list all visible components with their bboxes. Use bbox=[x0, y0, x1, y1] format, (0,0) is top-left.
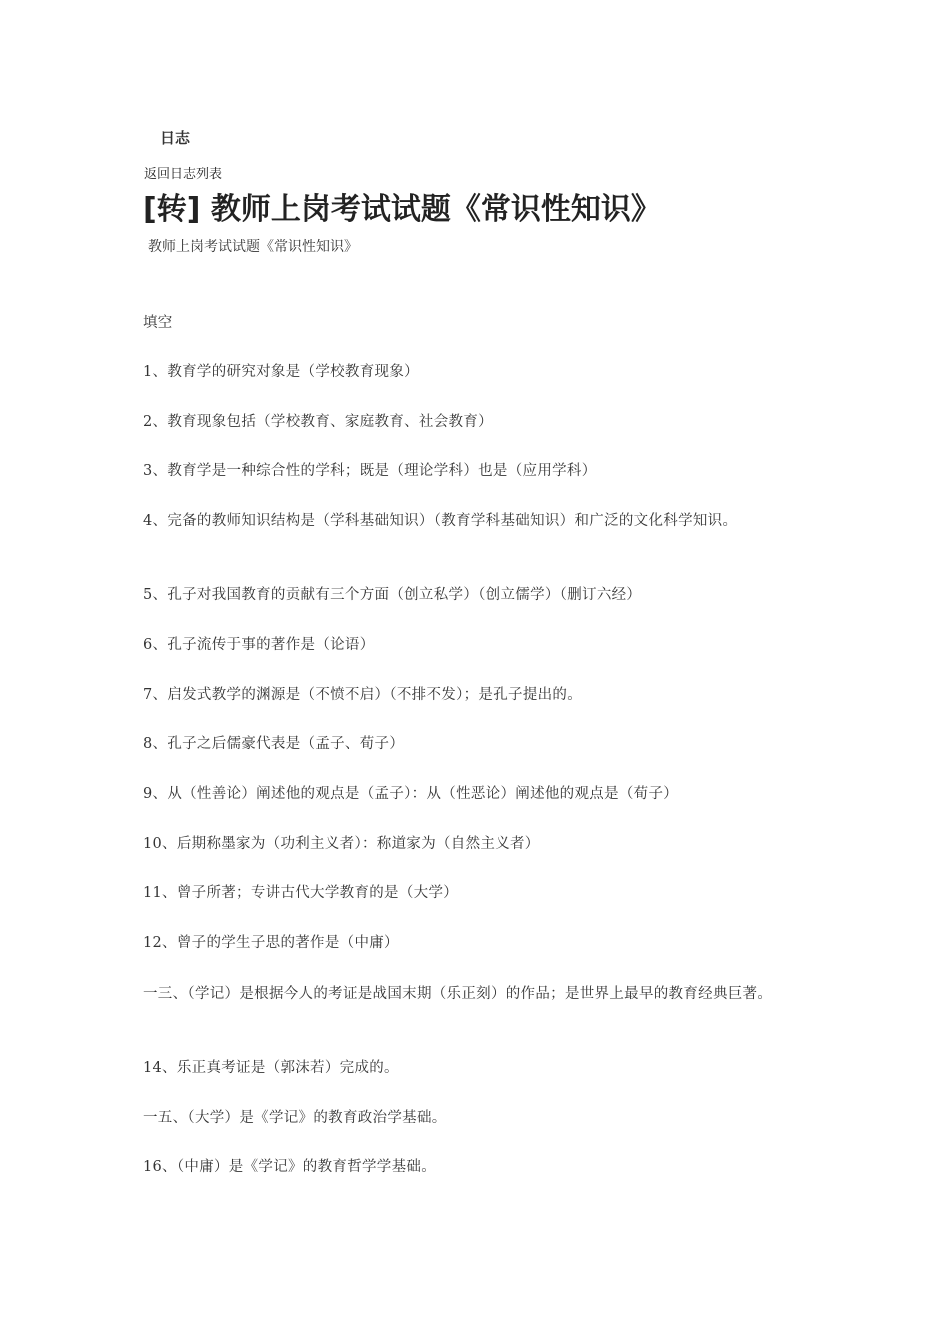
paragraph: 8、孔子之后儒豪代表是（孟子、荀子） bbox=[143, 736, 405, 752]
paragraph: 16、（中庸）是《学记》的教育哲学学基础。 bbox=[143, 1159, 436, 1175]
paragraph: 一五、（大学）是《学记》的教育政治学基础。 bbox=[143, 1110, 447, 1126]
paragraph: 填空 bbox=[143, 315, 173, 331]
paragraph: 1、教育学的研究对象是（学校教育现象） bbox=[143, 364, 419, 380]
page-title: [转] 教师上岗考试试题《常识性知识》 bbox=[143, 192, 661, 227]
paragraph: 2、教育现象包括（学校教育、家庭教育、社会教育） bbox=[143, 414, 493, 430]
section-label: 日志 bbox=[160, 129, 191, 147]
paragraph: 6、孔子流传于事的著作是（论语） bbox=[143, 637, 375, 653]
paragraph: 3、教育学是一种综合性的学科；既是（理论学科）也是（应用学科） bbox=[143, 463, 597, 479]
paragraph: 12、曾子的学生子思的著作是（中庸） bbox=[143, 935, 399, 951]
paragraph: 9、从（性善论）阐述他的观点是（孟子）：从（性恶论）阐述他的观点是（荀子） bbox=[143, 786, 679, 802]
paragraph: 4、完备的教师知识结构是（学科基础知识）（教育学科基础知识）和广泛的文化科学知识。 bbox=[143, 513, 738, 529]
paragraph: 5、孔子对我国教育的贡献有三个方面（创立私学）（创立儒学）（删订六经） bbox=[143, 587, 642, 603]
paragraph: 一三、（学记）是根据今人的考证是战国末期（乐正刻）的作品；是世界上最早的教育经典巨著。 bbox=[143, 986, 773, 1002]
paragraph: 14、乐正真考证是（郭沫若）完成的。 bbox=[143, 1060, 399, 1076]
article-subtitle: 教师上岗考试试题《常识性知识》 bbox=[148, 239, 358, 255]
paragraph: 10、后期称墨家为（功利主义者）：称道家为（自然主义者） bbox=[143, 836, 540, 852]
paragraph: 7、启发式教学的渊源是（不愤不启）（不排不发）；是孔子提出的。 bbox=[143, 687, 583, 703]
paragraph: 11、曾子所著；专讲古代大学教育的是（大学） bbox=[143, 885, 459, 901]
back-to-list-link[interactable]: 返回日志列表 bbox=[144, 167, 223, 182]
